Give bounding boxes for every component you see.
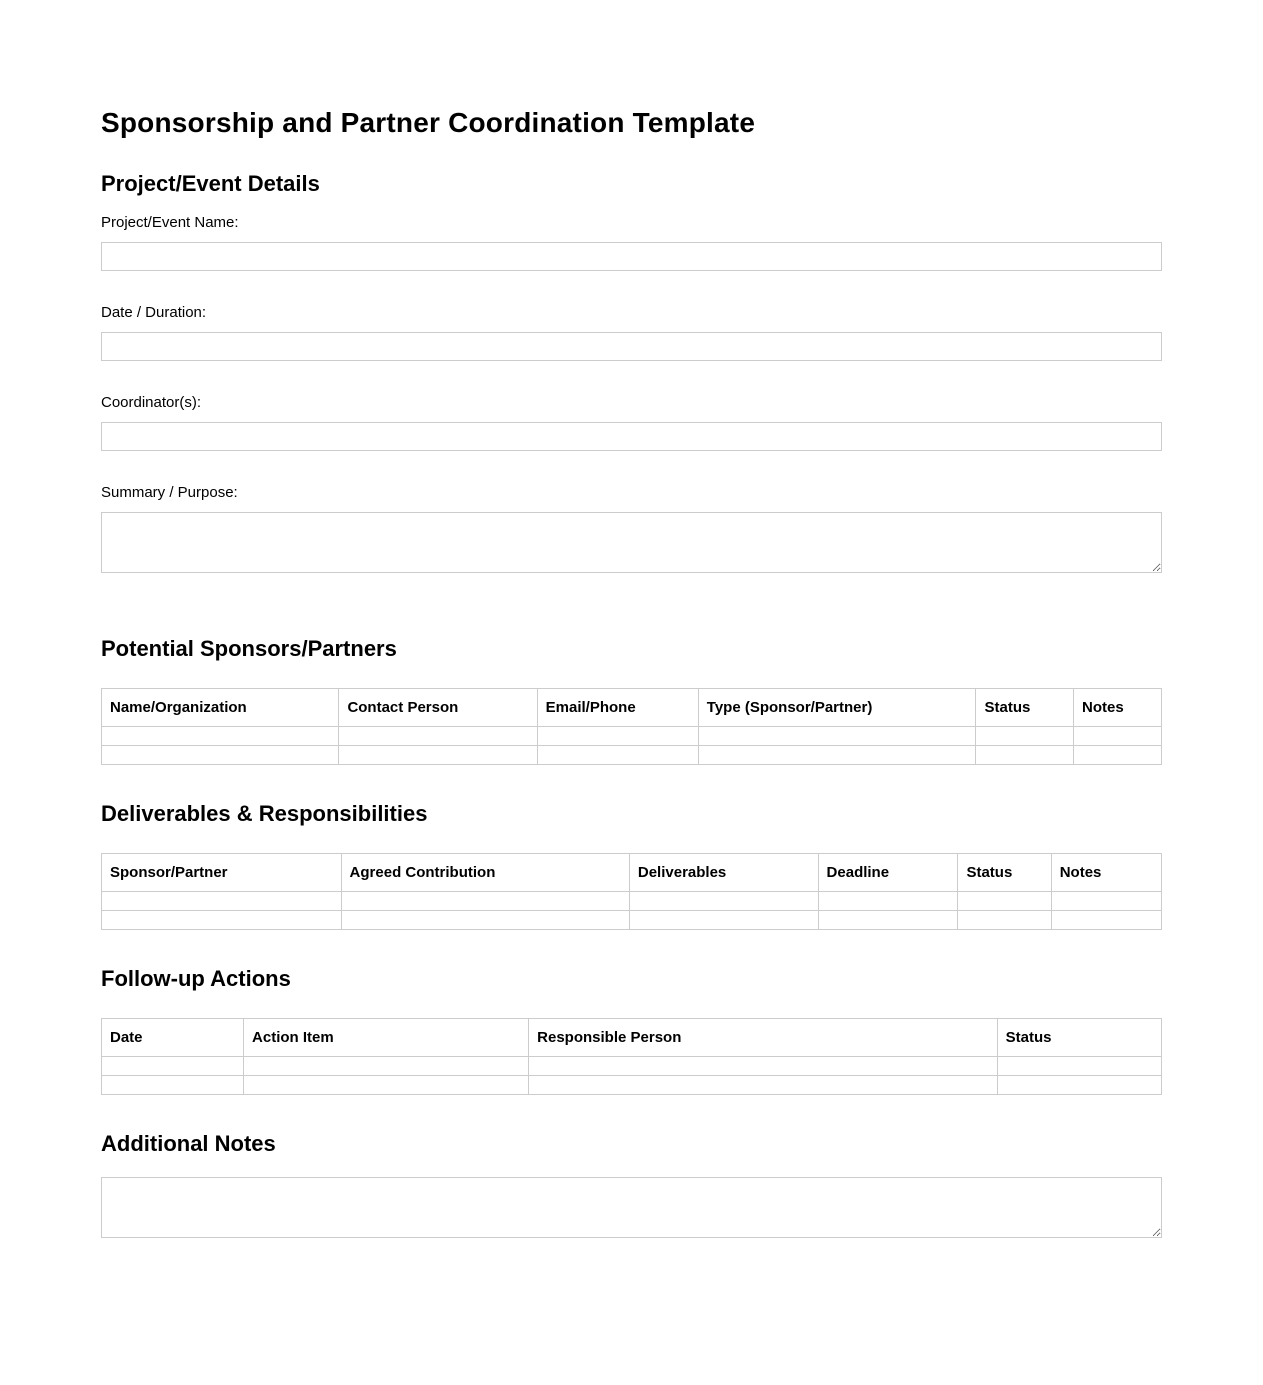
empty-cell xyxy=(537,727,698,746)
table-header-row xyxy=(102,1019,1162,1057)
column-header-date: Date xyxy=(102,1019,244,1057)
section-heading-additional-notes: Additional Notes xyxy=(101,1131,276,1156)
empty-cell xyxy=(976,727,1074,746)
empty-cell xyxy=(958,892,1051,911)
column-header-agreed-contribution: Agreed Contribution xyxy=(341,854,629,892)
empty-cell xyxy=(339,746,537,765)
field-summary-purpose xyxy=(101,484,1162,578)
empty-cell xyxy=(529,1076,998,1095)
empty-cell xyxy=(958,911,1051,930)
empty-cell xyxy=(1051,892,1161,911)
empty-cell xyxy=(997,1057,1161,1076)
additional-notes-textarea[interactable] xyxy=(101,1177,1162,1238)
empty-cell xyxy=(997,1076,1161,1095)
project-event-name-input[interactable] xyxy=(101,242,1162,271)
empty-cell xyxy=(102,892,342,911)
empty-cell xyxy=(341,911,629,930)
section-heading-deliverables: Deliverables & Responsibilities xyxy=(101,801,428,826)
column-header-notes: Notes xyxy=(1051,854,1161,892)
table-header-row xyxy=(102,689,1162,727)
table-header-row xyxy=(102,854,1162,892)
column-header-action-item: Action Item xyxy=(244,1019,529,1057)
deliverables-table xyxy=(101,853,1162,930)
empty-cell xyxy=(102,727,339,746)
column-header-status: Status xyxy=(997,1019,1161,1057)
empty-cell xyxy=(341,892,629,911)
empty-cell xyxy=(537,746,698,765)
empty-cell xyxy=(1074,727,1162,746)
empty-cell xyxy=(629,892,818,911)
summary-purpose-label: Summary / Purpose: xyxy=(101,484,238,501)
table-row xyxy=(102,1057,1162,1076)
field-date-duration xyxy=(101,304,1162,361)
summary-purpose-textarea[interactable] xyxy=(101,512,1162,573)
column-header-status: Status xyxy=(976,689,1074,727)
column-header-sponsor-partner: Sponsor/Partner xyxy=(102,854,342,892)
empty-cell xyxy=(529,1057,998,1076)
column-header-deadline: Deadline xyxy=(818,854,958,892)
column-header-type: Type (Sponsor/Partner) xyxy=(698,689,976,727)
sponsors-table xyxy=(101,688,1162,765)
table-row xyxy=(102,892,1162,911)
column-header-status: Status xyxy=(958,854,1051,892)
page-title: Sponsorship and Partner Coordination Template xyxy=(101,107,756,138)
column-header-name-organization: Name/Organization xyxy=(102,689,339,727)
empty-cell xyxy=(818,892,958,911)
date-duration-label: Date / Duration: xyxy=(101,304,207,321)
column-header-contact-person: Contact Person xyxy=(339,689,537,727)
empty-cell xyxy=(102,1076,244,1095)
column-header-deliverables: Deliverables xyxy=(629,854,818,892)
column-header-notes: Notes xyxy=(1074,689,1162,727)
field-project-event-name xyxy=(101,214,1162,271)
date-duration-input[interactable] xyxy=(101,332,1162,361)
empty-cell xyxy=(629,911,818,930)
section-heading-followup-actions: Follow-up Actions xyxy=(101,966,291,991)
empty-cell xyxy=(698,746,976,765)
empty-cell xyxy=(976,746,1074,765)
empty-cell xyxy=(102,746,339,765)
section-heading-project-event-details: Project/Event Details xyxy=(101,171,320,196)
empty-cell xyxy=(339,727,537,746)
table-row xyxy=(102,911,1162,930)
empty-cell xyxy=(244,1057,529,1076)
column-header-responsible-person: Responsible Person xyxy=(529,1019,998,1057)
table-row xyxy=(102,746,1162,765)
field-coordinators xyxy=(101,394,1162,451)
empty-cell xyxy=(1074,746,1162,765)
table-row xyxy=(102,1076,1162,1095)
empty-cell xyxy=(1051,911,1161,930)
empty-cell xyxy=(818,911,958,930)
followup-table xyxy=(101,1018,1162,1095)
empty-cell xyxy=(244,1076,529,1095)
project-event-name-label: Project/Event Name: xyxy=(101,214,239,231)
coordinators-input[interactable] xyxy=(101,422,1162,451)
section-heading-potential-sponsors: Potential Sponsors/Partners xyxy=(101,636,397,661)
column-header-email-phone: Email/Phone xyxy=(537,689,698,727)
coordinators-label: Coordinator(s): xyxy=(101,394,202,411)
table-row xyxy=(102,727,1162,746)
empty-cell xyxy=(102,911,342,930)
empty-cell xyxy=(102,1057,244,1076)
empty-cell xyxy=(698,727,976,746)
